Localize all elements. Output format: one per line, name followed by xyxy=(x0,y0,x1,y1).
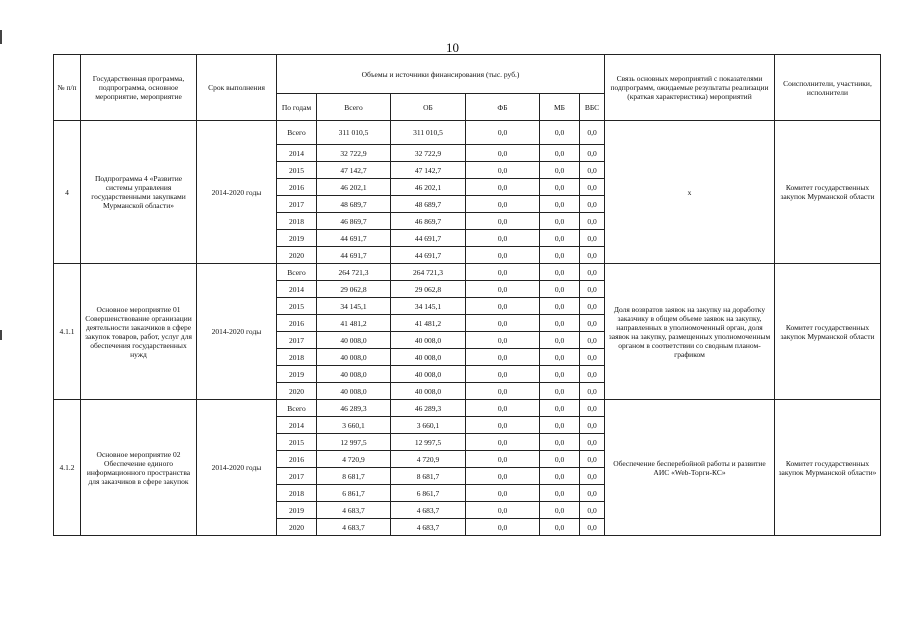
cell-year: Всего xyxy=(277,264,317,281)
cell-total: 311 010,5 xyxy=(317,121,391,145)
cell-mb: 0,0 xyxy=(540,451,580,468)
cell-year: 2016 xyxy=(277,315,317,332)
cell-vbs: 0,0 xyxy=(580,121,605,145)
cell-mb: 0,0 xyxy=(540,162,580,179)
cell-vbs: 0,0 xyxy=(580,230,605,247)
cell-total: 46 289,3 xyxy=(317,400,391,417)
cell-fb: 0,0 xyxy=(466,298,540,315)
cell-fb: 0,0 xyxy=(466,468,540,485)
cell-total: 34 145,1 xyxy=(317,298,391,315)
header-num: № п/п xyxy=(54,55,81,121)
cell-vbs: 0,0 xyxy=(580,179,605,196)
cell-ob: 40 008,0 xyxy=(391,366,466,383)
cell-fb: 0,0 xyxy=(466,264,540,281)
block-executor: Комитет государственных закупок Мурманской области xyxy=(775,121,881,264)
block-link: Доля возвратов заявок на закупку на доработку заказчику в общем объеме заявок на закупку, направленных в уполномоченный орган, доля заявок на закупку, размещенных уполномоченным органом в соответствии со сводным планом-графиком xyxy=(605,264,775,400)
cell-total: 44 691,7 xyxy=(317,230,391,247)
cell-mb: 0,0 xyxy=(540,468,580,485)
cell-fb: 0,0 xyxy=(466,485,540,502)
cell-total: 41 481,2 xyxy=(317,315,391,332)
cell-ob: 264 721,3 xyxy=(391,264,466,281)
cell-total: 12 997,5 xyxy=(317,434,391,451)
cell-total: 264 721,3 xyxy=(317,264,391,281)
cell-fb: 0,0 xyxy=(466,230,540,247)
cell-total: 4 683,7 xyxy=(317,502,391,519)
cell-year: Всего xyxy=(277,400,317,417)
financing-table xyxy=(53,54,881,536)
cell-total: 4 683,7 xyxy=(317,519,391,536)
cell-ob: 311 010,5 xyxy=(391,121,466,145)
cell-total: 6 861,7 xyxy=(317,485,391,502)
cell-mb: 0,0 xyxy=(540,121,580,145)
cell-ob: 40 008,0 xyxy=(391,383,466,400)
cell-year: 2016 xyxy=(277,179,317,196)
cell-mb: 0,0 xyxy=(540,213,580,230)
cell-ob: 40 008,0 xyxy=(391,349,466,366)
cell-ob: 48 689,7 xyxy=(391,196,466,213)
cell-total: 48 689,7 xyxy=(317,196,391,213)
cell-ob: 40 008,0 xyxy=(391,332,466,349)
block-period: 2014-2020 годы xyxy=(197,121,277,264)
table-body xyxy=(54,121,881,536)
cell-vbs: 0,0 xyxy=(580,400,605,417)
cell-vbs: 0,0 xyxy=(580,264,605,281)
cell-vbs: 0,0 xyxy=(580,332,605,349)
subheader-years: По годам xyxy=(277,94,317,121)
cell-year: 2019 xyxy=(277,502,317,519)
block-link: х xyxy=(605,121,775,264)
cell-fb: 0,0 xyxy=(466,332,540,349)
cell-ob: 8 681,7 xyxy=(391,468,466,485)
cell-total: 46 202,1 xyxy=(317,179,391,196)
block-num: 4 xyxy=(54,121,81,264)
cell-mb: 0,0 xyxy=(540,264,580,281)
cell-vbs: 0,0 xyxy=(580,485,605,502)
cell-year: Всего xyxy=(277,121,317,145)
cell-ob: 44 691,7 xyxy=(391,230,466,247)
cell-total: 40 008,0 xyxy=(317,366,391,383)
block-period: 2014-2020 годы xyxy=(197,400,277,536)
subheader-fb: ФБ xyxy=(466,94,540,121)
cell-mb: 0,0 xyxy=(540,485,580,502)
cell-year: 2014 xyxy=(277,417,317,434)
cell-year: 2020 xyxy=(277,247,317,264)
cell-fb: 0,0 xyxy=(466,145,540,162)
cell-fb: 0,0 xyxy=(466,400,540,417)
block-program: Основное мероприятие 02 Обеспечение единого информационного пространства для заказчиков в сфере закупок xyxy=(81,400,197,536)
table-row xyxy=(54,400,881,417)
cell-fb: 0,0 xyxy=(466,315,540,332)
cell-mb: 0,0 xyxy=(540,366,580,383)
cell-vbs: 0,0 xyxy=(580,434,605,451)
cell-total: 4 720,9 xyxy=(317,451,391,468)
cell-total: 29 062,8 xyxy=(317,281,391,298)
cell-vbs: 0,0 xyxy=(580,315,605,332)
cell-ob: 44 691,7 xyxy=(391,247,466,264)
cell-mb: 0,0 xyxy=(540,502,580,519)
cell-mb: 0,0 xyxy=(540,519,580,536)
block-num: 4.1.1 xyxy=(54,264,81,400)
cell-total: 47 142,7 xyxy=(317,162,391,179)
cell-mb: 0,0 xyxy=(540,400,580,417)
header-link: Связь основных мероприятий с показателями подпрограмм, ожидаемые результаты реализации (краткая характеристика) мероприятий xyxy=(605,55,775,121)
subheader-ob: ОБ xyxy=(391,94,466,121)
cell-year: 2017 xyxy=(277,332,317,349)
header-program: Государственная программа, подпрограмма, основное мероприятие, мероприятие xyxy=(81,55,197,121)
cell-vbs: 0,0 xyxy=(580,196,605,213)
cell-mb: 0,0 xyxy=(540,230,580,247)
scan-edge-mark xyxy=(0,330,2,340)
cell-ob: 4 683,7 xyxy=(391,502,466,519)
cell-fb: 0,0 xyxy=(466,162,540,179)
cell-year: 2014 xyxy=(277,145,317,162)
cell-mb: 0,0 xyxy=(540,298,580,315)
cell-vbs: 0,0 xyxy=(580,349,605,366)
cell-year: 2019 xyxy=(277,230,317,247)
cell-ob: 6 861,7 xyxy=(391,485,466,502)
cell-ob: 46 289,3 xyxy=(391,400,466,417)
cell-ob: 47 142,7 xyxy=(391,162,466,179)
cell-vbs: 0,0 xyxy=(580,383,605,400)
subheader-mb: МБ xyxy=(540,94,580,121)
cell-year: 2018 xyxy=(277,349,317,366)
cell-ob: 32 722,9 xyxy=(391,145,466,162)
block-executor: Комитет государственных закупок Мурманской области» xyxy=(775,400,881,536)
cell-total: 3 660,1 xyxy=(317,417,391,434)
cell-year: 2020 xyxy=(277,383,317,400)
cell-year: 2014 xyxy=(277,281,317,298)
cell-mb: 0,0 xyxy=(540,332,580,349)
cell-year: 2015 xyxy=(277,298,317,315)
cell-mb: 0,0 xyxy=(540,281,580,298)
cell-fb: 0,0 xyxy=(466,434,540,451)
cell-year: 2016 xyxy=(277,451,317,468)
cell-vbs: 0,0 xyxy=(580,213,605,230)
cell-ob: 4 683,7 xyxy=(391,519,466,536)
cell-year: 2018 xyxy=(277,213,317,230)
block-num: 4.1.2 xyxy=(54,400,81,536)
cell-vbs: 0,0 xyxy=(580,281,605,298)
cell-ob: 12 997,5 xyxy=(391,434,466,451)
cell-fb: 0,0 xyxy=(466,451,540,468)
cell-fb: 0,0 xyxy=(466,366,540,383)
cell-vbs: 0,0 xyxy=(580,247,605,264)
cell-vbs: 0,0 xyxy=(580,145,605,162)
cell-year: 2018 xyxy=(277,485,317,502)
cell-ob: 29 062,8 xyxy=(391,281,466,298)
cell-total: 40 008,0 xyxy=(317,383,391,400)
cell-ob: 46 869,7 xyxy=(391,213,466,230)
block-link: Обеспечение бесперебойной работы и развитие АИС «Web-Торги-КС» xyxy=(605,400,775,536)
block-period: 2014-2020 годы xyxy=(197,264,277,400)
header-executors: Соисполнители, участники, исполнители xyxy=(775,55,881,121)
cell-mb: 0,0 xyxy=(540,145,580,162)
cell-total: 40 008,0 xyxy=(317,349,391,366)
cell-vbs: 0,0 xyxy=(580,451,605,468)
cell-mb: 0,0 xyxy=(540,315,580,332)
cell-fb: 0,0 xyxy=(466,247,540,264)
cell-fb: 0,0 xyxy=(466,121,540,145)
cell-vbs: 0,0 xyxy=(580,502,605,519)
cell-mb: 0,0 xyxy=(540,383,580,400)
cell-fb: 0,0 xyxy=(466,519,540,536)
header-financing: Объемы и источники финансирования (тыс. руб.) xyxy=(277,55,605,94)
cell-ob: 46 202,1 xyxy=(391,179,466,196)
cell-vbs: 0,0 xyxy=(580,366,605,383)
cell-total: 32 722,9 xyxy=(317,145,391,162)
block-executor: Комитет государственных закупок Мурманской области xyxy=(775,264,881,400)
cell-vbs: 0,0 xyxy=(580,417,605,434)
cell-total: 8 681,7 xyxy=(317,468,391,485)
cell-mb: 0,0 xyxy=(540,247,580,264)
cell-year: 2015 xyxy=(277,434,317,451)
cell-total: 44 691,7 xyxy=(317,247,391,264)
cell-mb: 0,0 xyxy=(540,434,580,451)
table-row xyxy=(54,264,881,281)
cell-vbs: 0,0 xyxy=(580,298,605,315)
cell-vbs: 0,0 xyxy=(580,162,605,179)
cell-vbs: 0,0 xyxy=(580,519,605,536)
subheader-total: Всего xyxy=(317,94,391,121)
subheader-vbs: ВБС xyxy=(580,94,605,121)
cell-mb: 0,0 xyxy=(540,417,580,434)
header-period: Срок выполнения xyxy=(197,55,277,121)
cell-total: 46 869,7 xyxy=(317,213,391,230)
cell-year: 2019 xyxy=(277,366,317,383)
cell-mb: 0,0 xyxy=(540,349,580,366)
cell-fb: 0,0 xyxy=(466,196,540,213)
cell-ob: 3 660,1 xyxy=(391,417,466,434)
cell-fb: 0,0 xyxy=(466,349,540,366)
cell-fb: 0,0 xyxy=(466,502,540,519)
cell-fb: 0,0 xyxy=(466,417,540,434)
table-row xyxy=(54,121,881,145)
cell-fb: 0,0 xyxy=(466,383,540,400)
cell-year: 2017 xyxy=(277,468,317,485)
cell-ob: 41 481,2 xyxy=(391,315,466,332)
block-program: Основное мероприятие 01 Совершенствование организации деятельности заказчиков в сфере закупок товаров, работ, услуг для обеспечения государственных нужд xyxy=(81,264,197,400)
cell-fb: 0,0 xyxy=(466,213,540,230)
cell-year: 2020 xyxy=(277,519,317,536)
cell-year: 2017 xyxy=(277,196,317,213)
cell-fb: 0,0 xyxy=(466,179,540,196)
cell-ob: 4 720,9 xyxy=(391,451,466,468)
block-program: Подпрограмма 4 «Развитие системы управления государственными закупками Мурманской области» xyxy=(81,121,197,264)
cell-fb: 0,0 xyxy=(466,281,540,298)
cell-ob: 34 145,1 xyxy=(391,298,466,315)
cell-total: 40 008,0 xyxy=(317,332,391,349)
cell-mb: 0,0 xyxy=(540,179,580,196)
page-number: 10 xyxy=(446,40,459,55)
cell-mb: 0,0 xyxy=(540,196,580,213)
cell-year: 2015 xyxy=(277,162,317,179)
cell-vbs: 0,0 xyxy=(580,468,605,485)
